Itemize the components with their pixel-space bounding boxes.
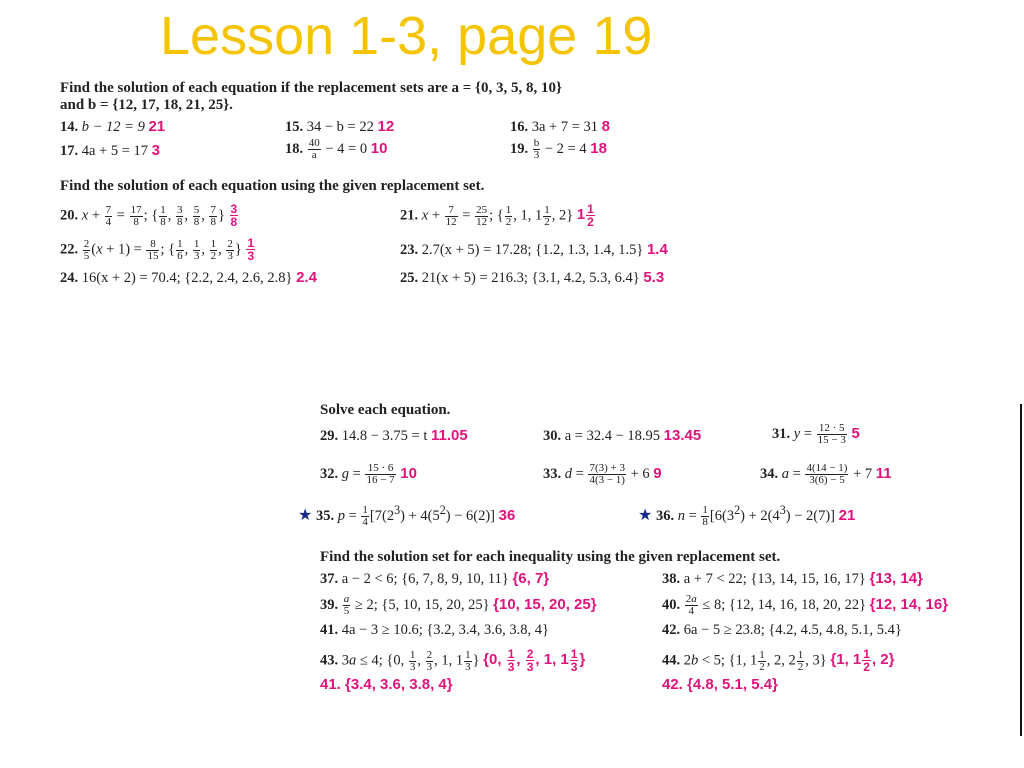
problem-number: 39.: [320, 596, 339, 613]
problem-inequality: a + 7 < 22; {13, 14, 15, 16, 17}: [683, 571, 866, 587]
problem-equation: b − 12 = 9: [81, 119, 145, 135]
problem-row: [320, 570, 1020, 592]
fraction: $\frac{40}{a}$: [308, 137, 320, 161]
answer: 21: [148, 118, 166, 135]
problem-row: [320, 622, 1020, 646]
problem-inequality: 6a − 5 ≥ 23.8; {4.2, 4.5, 4.8, 5.1, 5.4}: [683, 622, 902, 638]
problem-number: 37.: [320, 571, 339, 587]
problem-number: 15.: [285, 119, 304, 135]
section1-instruction-line2: and b = {12, 17, 18, 21, 25}.: [60, 97, 233, 113]
problem-number: 21.: [400, 207, 419, 224]
problem-number: 18.: [285, 140, 304, 157]
problem-number: 41.: [320, 622, 339, 638]
section2-instruction: Find the solution of each equation using the given replacement set.: [60, 178, 485, 194]
answer: 36: [498, 506, 516, 524]
answer: 1.4: [646, 241, 668, 258]
problem-equation: 3a + 7 = 31: [531, 119, 599, 135]
problem-number: 29.: [320, 428, 339, 444]
answer: 9: [653, 464, 662, 482]
answer: {0, $\frac{1}{3}$ , $\frac{2}{3}$ , 1, 1 $\frac{1}{3}$ }: [483, 647, 586, 674]
problem-equation: 16(x + 2) = 70.4; {2.2, 2.4, 2.6, 2.8}: [81, 270, 293, 286]
problem-row: [60, 138, 760, 166]
problem-equation: a = 32.4 − 18.95: [564, 428, 661, 444]
problem-equation: − 2 = 4: [544, 140, 587, 157]
problem-number: 31.: [772, 425, 791, 442]
problem-number: 25.: [400, 270, 419, 286]
answer: 10: [370, 139, 388, 157]
star-icon: ★: [298, 506, 313, 524]
answer: 10: [400, 464, 417, 482]
answer-41: 41. {3.4, 3.6, 3.8, 4}: [320, 676, 453, 693]
answer: 11: [875, 464, 892, 482]
answer: 5: [851, 424, 860, 442]
answer-42: 42. {4.8, 5.1, 5.4}: [662, 676, 778, 693]
answer: 12: [377, 118, 395, 135]
problem-row: 29. 14.8 − 3.75 = t 11.05 30. a = 32.4 − 18.95 13.45 31. y = $\frac{12 \cdot 5}{15 - 3}$ 5: [320, 422, 860, 446]
problem-number: 42.: [662, 622, 681, 638]
answer: 5.3: [643, 269, 665, 286]
problem-row: 22. $\frac{2}{5}$ (x + 1) = $\frac{8}{15}$ ; { $\frac{1}{6}$ , $\frac{1}{3}$ , $\frac{1}{2}$ , $\frac{2}{3}$ } $\frac{1}{3}$ 23. 2.7(x + 5) = 17.28; {1.2, 1.3, 1.4, 1.5} 1.4: [60, 236, 668, 263]
problem-equation: 4a + 5 = 17: [81, 143, 149, 159]
problem-equation: 21(x + 5) = 216.3; {3.1, 4.2, 5.3, 6.4}: [421, 270, 640, 286]
problem-row: 39. $\frac{a}{5}$ ≥ 2; {5, 10, 15, 20, 25} {10, 15, 20, 25} 40. $\frac{2a}{4}$ ≤ 8; {12, 14, 16, 18, 20, 22} {12, 14, 16}: [320, 593, 949, 617]
problem-inequality: a − 2 < 6; {6, 7, 8, 9, 10, 11}: [341, 571, 509, 587]
problem-number: 33.: [543, 465, 562, 482]
problem-row: [60, 118, 760, 138]
problem-inequality: ≤ 8; {12, 14, 16, 18, 20, 22}: [702, 596, 867, 613]
page-cutoff: [310, 736, 1024, 768]
answer: {10, 15, 20, 25}: [493, 595, 597, 613]
lesson-title: Lesson 1-3, page 19: [160, 6, 653, 66]
answer: 2.4: [296, 269, 317, 286]
star-icon: ★: [638, 506, 653, 524]
problem-number: 35.: [315, 507, 335, 524]
problem-number: 14.: [60, 119, 79, 135]
answer: 11.05: [431, 427, 468, 444]
answer: 18: [590, 139, 607, 157]
problem-equation: 2.7(x + 5) = 17.28; {1.2, 1.3, 1.4, 1.5}: [421, 242, 644, 258]
answer: 8: [601, 118, 611, 135]
problem-number: 19.: [510, 140, 529, 157]
answer: $\frac{3}{8}$: [230, 202, 238, 229]
problem-number: 23.: [400, 242, 419, 258]
fraction: $\frac{b}{3}$: [533, 137, 540, 161]
problem-row: [60, 269, 760, 293]
problem-number: 17.: [60, 143, 79, 159]
problem-number: 44.: [662, 652, 681, 669]
answer: {6, 7}: [512, 570, 550, 587]
problem-number: 36.: [655, 507, 675, 524]
problem-number: 34.: [760, 465, 779, 482]
answer: {13, 14}: [869, 570, 923, 587]
answer-row: [320, 676, 1020, 696]
problem-equation: − 4 = 0: [325, 140, 368, 157]
problem-number: 40.: [662, 596, 681, 613]
problem-number: 38.: [662, 571, 681, 587]
answer: {1, 1 $\frac{1}{2}$ , 2}: [830, 647, 895, 674]
problem-equation: 14.8 − 3.75 = t: [341, 428, 428, 444]
answer: 1 $\frac{1}{2}$: [576, 202, 594, 229]
problem-number: 30.: [543, 428, 562, 444]
answer: {12, 14, 16}: [869, 595, 949, 613]
answer: 21: [838, 506, 856, 524]
problem-row: 43. 3a ≤ 4; {0, $\frac{1}{3}$ , $\frac{2}{3}$ , 1, 1 $\frac{1}{3}$ } {0, $\frac{1}{3}$ , $\frac{2}{3}$ , 1, 1 $\frac{1}{3}$ } 44. 2b < 5; {1, 1 $\frac{1}{2}$ , 2, 2 $\frac{1}{2}$ , 3} {1, 1 $\frac{1}{2}$ , 2}: [320, 647, 895, 674]
problem-number: 24.: [60, 270, 79, 286]
problem-number: 16.: [510, 119, 529, 135]
problem-row: ★ 35. p = $\frac{1}{4}$ $[7(2^3) + 4(5^2) - 6(2)]$ 36 ★ 36. n = $\frac{1}{8}$ $[6(3^2) + 2(4^3) - 2(7)]$ 21: [298, 503, 856, 528]
problem-inequality: 4a − 3 ≥ 10.6; {3.2, 3.4, 3.6, 3.8, 4}: [341, 622, 550, 638]
problem-row: 32. g = $\frac{15 \cdot 6}{16 - 7}$ 10 33. d = $\frac{7(3) + 3}{4(3 - 1)}$ + 6 9 34. a = $\frac{4(14 - 1)}{3(6) - 5}$ + 7 11: [320, 462, 892, 486]
answer: $\frac{1}{3}$: [247, 236, 255, 263]
answer: 3: [151, 142, 161, 159]
section-replacement-sets: [60, 80, 760, 293]
problem-row: 20. x + $\frac{7}{4}$ = $\frac{17}{8}$ ; { $\frac{1}{8}$ , $\frac{3}{8}$ , $\frac{5}{8}$ , $\frac{7}{8}$ } $\frac{3}{8}$ 21. x + $\frac{7}{12}$ = $\frac{25}{12}$ ; { $\frac{1}{2}$ , 1, 1 $\frac{1}{2}$ , 2} 1 $\frac{1}{2}$: [60, 202, 594, 229]
problem-number: 32.: [320, 465, 339, 482]
problem-equation: 34 − b = 22: [306, 119, 374, 135]
problem-number: 20.: [60, 207, 79, 224]
answer: 13.45: [663, 427, 702, 444]
section1-instruction-line1: Find the solution of each equation if the replacement sets are a = {0, 3, 5, 8, 10}: [60, 80, 562, 96]
problem-number: 22.: [60, 241, 79, 258]
section-solve-equations: [298, 402, 1020, 696]
problem-number: 43.: [320, 652, 339, 669]
problem-inequality: ≥ 2; {5, 10, 15, 20, 25}: [354, 596, 490, 613]
section4-instruction: Find the solution set for each inequality using the given replacement set.: [320, 549, 781, 565]
section3-instruction: Solve each equation.: [320, 402, 451, 418]
page-edge-divider: [1020, 404, 1022, 740]
